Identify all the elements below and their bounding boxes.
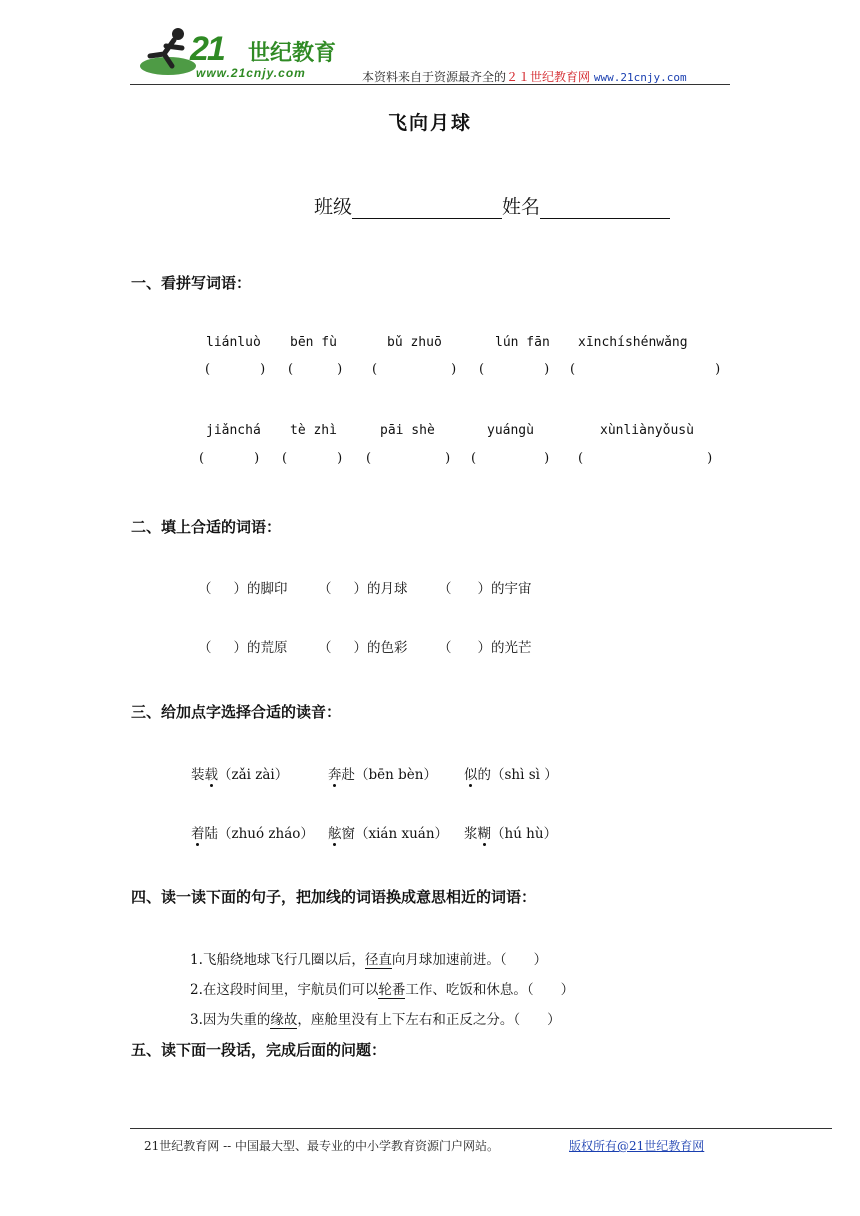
sentence-3: 3.因为失重的缘故，座舱里没有上下左右和正反之分。（ ） xyxy=(190,1012,561,1028)
pinyin-2-3: pāi shè xyxy=(380,423,435,438)
fill-item-1-3[interactable]: （ ）的宇宙 xyxy=(438,581,532,597)
footer-rule xyxy=(130,1128,832,1129)
pron-item-2-1: 着陆（zhuó zháo） xyxy=(191,826,314,842)
header-rule xyxy=(130,84,730,85)
logo-number: 21 xyxy=(190,30,224,68)
fill-item-1-1[interactable]: （ ）的脚印 xyxy=(198,581,288,597)
section-4-heading: 四、读一读下面的句子，把加线的词语换成意思相近的词语： xyxy=(131,888,537,906)
answer-box-2-3[interactable]: ( ) xyxy=(366,451,451,466)
class-blank[interactable] xyxy=(352,198,502,219)
answer-box-1-5[interactable]: ( ) xyxy=(570,362,721,377)
logo-text: 世纪教育 xyxy=(248,41,337,66)
answer-box-1-1[interactable]: ( ) xyxy=(205,362,266,377)
pinyin-1-4: lún fān xyxy=(495,335,550,350)
name-blank[interactable] xyxy=(540,198,670,219)
header-note xyxy=(362,68,687,85)
pron-item-1-3: 似的（shì sì ） xyxy=(464,767,558,783)
pinyin-1-5: xīnchíshénwǎng xyxy=(578,335,688,350)
section-3-heading: 三、给加点字选择合适的读音： xyxy=(131,703,342,721)
class-label: 班级 xyxy=(314,196,353,218)
pinyin-2-2: tè zhì xyxy=(290,423,337,438)
footer-copyright-link[interactable]: 版权所有@21世纪教育网 xyxy=(569,1139,705,1153)
pron-item-1-2: 奔赴（bēn bèn） xyxy=(328,767,437,783)
sentence-1: 1.飞船绕地球飞行几圈以后，径直向月球加速前进。（ ） xyxy=(190,952,548,968)
answer-box-2-4[interactable]: ( ) xyxy=(471,451,550,466)
header-site-name: ２１世纪教育网 xyxy=(506,70,591,84)
section-2-heading: 二、填上合适的词语： xyxy=(131,518,282,536)
name-label: 姓名 xyxy=(502,196,541,218)
answer-box-1-2[interactable]: ( ) xyxy=(288,362,343,377)
answer-box-1-4[interactable]: ( ) xyxy=(479,362,550,377)
class-name-line xyxy=(314,192,670,219)
logo-url: www.21cnjy.com xyxy=(196,66,306,80)
page-title: 飞向月球 xyxy=(387,112,472,134)
answer-box-2-1[interactable]: ( ) xyxy=(199,451,260,466)
runner-logo-icon xyxy=(138,26,198,82)
pinyin-1-2: bēn fù xyxy=(290,335,337,350)
sentence-2: 2.在这段时间里，宇航员们可以轮番工作、吃饭和休息。（ ） xyxy=(190,982,575,998)
fill-item-2-1[interactable]: （ ）的荒原 xyxy=(198,640,288,656)
fill-item-2-3[interactable]: （ ）的光芒 xyxy=(438,640,532,656)
pron-item-2-3: 浆糊（hú hù） xyxy=(464,826,558,842)
answer-box-2-5[interactable]: ( ) xyxy=(578,451,713,466)
pinyin-1-1: liánluò xyxy=(206,335,261,350)
answer-box-2-2[interactable]: ( ) xyxy=(282,451,343,466)
section-1-heading: 一、看拼写词语： xyxy=(131,274,252,292)
header-site-link[interactable]: www.21cnjy.com xyxy=(593,71,687,84)
answer-box-1-3[interactable]: ( ) xyxy=(372,362,457,377)
pinyin-2-1: jiǎnchá xyxy=(206,423,261,438)
footer-text: 21世纪教育网 -- 中国最大型、最专业的中小学教育资源门户网站。 xyxy=(144,1139,500,1153)
section-5-heading: 五、读下面一段话，完成后面的问题： xyxy=(131,1041,387,1059)
pinyin-2-4: yuángù xyxy=(487,423,534,438)
pron-item-1-1: 装载（zǎi zài） xyxy=(191,767,289,783)
fill-item-2-2[interactable]: （ ）的色彩 xyxy=(318,640,408,656)
site-logo xyxy=(138,26,338,86)
pinyin-1-3: bǔ zhuō xyxy=(387,335,442,350)
pron-item-2-2: 舷窗（xián xuán） xyxy=(328,826,449,842)
header-note-prefix: 本资料来自于资源最齐全的 xyxy=(362,70,507,84)
fill-item-1-2[interactable]: （ ）的月球 xyxy=(318,581,408,597)
pinyin-2-5: xùnliànyǒusù xyxy=(600,423,694,438)
